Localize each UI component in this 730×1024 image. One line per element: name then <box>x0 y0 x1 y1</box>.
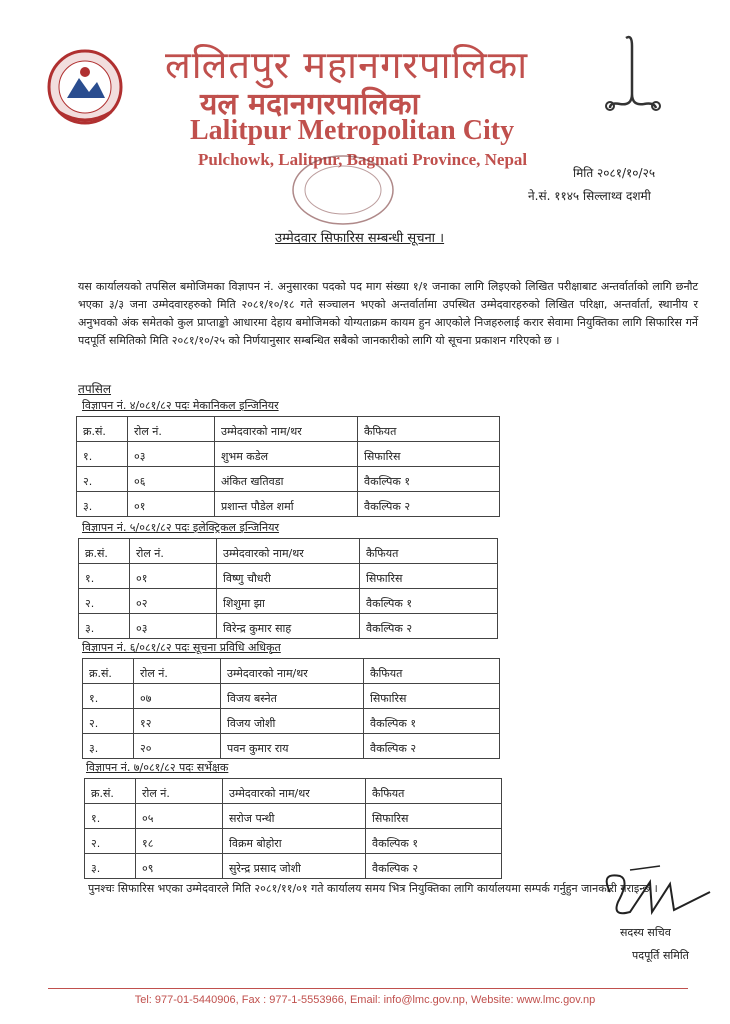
cell-sn: ३. <box>79 614 130 639</box>
nepal-sambat-date: ने.सं. ११४५ सिल्लाथ्व दशमी <box>528 189 651 203</box>
cell-name: शिशुमा झा <box>217 589 360 614</box>
cell-name: प्रशान्त पौडेल शर्मा <box>215 492 358 517</box>
footer-divider <box>48 988 688 989</box>
notice-body: यस कार्यालयको तपसिल बमोजिमका विज्ञापन नं. अनुसारका पदको पद माग संख्या १/१ जनाका लागि लिइएको लिखित परीक्षाबाट अन्तर्वार्ताको लागि छनौट भएका ३/३ जना उम्मेदवारहरुको मिति २०८१/१०/१८ गते सञ्चालन भएको अन्तर्वार्तामा उपस्थित उम्मेदवारहरुको लिखित परिक्षा, अन्तर्वार्ता, स्थानीय र अनुभवको अंक समेतको कुल प्राप्ताङ्को आधारमा देहाय बमोजिमको योग्यताक्रम कायम हुन आएकोले निजहरुलाई करार सेवामा नियुक्तिका लागि सिफारिस गर्ने पदपूर्ति समितिको मिति २०८१/१०/२५ को निर्णयानुसार सम्बन्धित सबैको जानकारीको लागि यो सूचना प्रकाशन गरिएको छ । <box>78 280 698 347</box>
cell-remarks: वैकल्पिक १ <box>358 467 500 492</box>
cell-remarks: वैकल्पिक १ <box>364 709 500 734</box>
cell-sn: ३. <box>83 734 134 759</box>
col-remarks: कैफियत <box>358 417 500 442</box>
ad-heading-1: विज्ञापन नं. ४/०८१/८२ पदः मेकानिकल इन्जिनियर <box>82 399 279 412</box>
org-title-english: Lalitpur Metropolitan City <box>190 115 515 146</box>
table-row <box>85 829 502 854</box>
document-date: मिति २०८१/१०/२५ <box>573 166 656 180</box>
ad-heading-2: विज्ञापन नं. ५/०८१/८२ पदः इलेक्ट्रिकल इन्जिनियर <box>82 521 280 534</box>
col-name: उम्मेदवारको नाम/थर <box>223 779 366 804</box>
cell-remarks: वैकल्पिक २ <box>358 492 500 517</box>
signatory-committee: पदपूर्ति समिति <box>632 949 689 962</box>
cell-sn: २. <box>77 467 128 492</box>
col-roll: रोल नं. <box>130 539 217 564</box>
cell-remarks: वैकल्पिक २ <box>366 854 502 879</box>
cell-name: विष्णु चौधरी <box>217 564 360 589</box>
col-name: उम्मेदवारको नाम/थर <box>217 539 360 564</box>
cell-sn: ३. <box>77 492 128 517</box>
table-row <box>77 467 500 492</box>
table-row <box>79 564 498 589</box>
org-title-newari: यल मदानगरपालिका <box>200 87 420 122</box>
cell-roll: ०३ <box>130 614 217 639</box>
cell-remarks: वैकल्पिक २ <box>364 734 500 759</box>
table-row <box>83 684 500 709</box>
cell-name: सरोज पन्थी <box>223 804 366 829</box>
tapsil-label: तपसिल <box>78 382 112 396</box>
org-address: Pulchowk, Lalitpur, Bagmati Province, Nepal <box>198 150 528 169</box>
cell-roll: ०२ <box>130 589 217 614</box>
cell-roll: ०३ <box>128 442 215 467</box>
col-name: उम्मेदवारको नाम/थर <box>221 659 364 684</box>
table-header-row <box>77 417 500 442</box>
ad-heading-3: विज्ञापन नं. ६/०८१/८२ पदः सूचना प्रविधि अधिकृत <box>82 641 281 654</box>
candidate-table-1 <box>76 416 500 517</box>
col-sn: क्र.सं. <box>83 659 134 684</box>
table-row <box>77 492 500 517</box>
cell-sn: २. <box>83 709 134 734</box>
newa-symbol-icon <box>598 34 668 114</box>
candidate-table-3 <box>82 658 500 759</box>
table-header-row <box>79 539 498 564</box>
col-roll: रोल नं. <box>128 417 215 442</box>
cell-name: पवन कुमार राय <box>221 734 364 759</box>
cell-sn: १. <box>85 804 136 829</box>
cell-sn: ३. <box>85 854 136 879</box>
col-remarks: कैफियत <box>360 539 498 564</box>
footnote-text: पुनश्चः सिफारिस भएका उम्मेदवारले मिति २०८१/११/०१ गते कार्यालय समय भित्र नियुक्तिका लागि कार्यालयमा सम्पर्क गर्नुहुन जानकारी गराइन्छ । <box>88 882 658 895</box>
emblem-logo <box>45 42 125 132</box>
table-row <box>77 442 500 467</box>
cell-remarks: सिफारिस <box>364 684 500 709</box>
col-roll: रोल नं. <box>136 779 223 804</box>
cell-roll: ०५ <box>136 804 223 829</box>
signatory-title: सदस्य सचिव <box>620 926 671 939</box>
cell-name: विजय बस्नेत <box>221 684 364 709</box>
org-title-nepali: ललितपुर महानगरपालिका <box>165 43 529 87</box>
cell-roll: ०१ <box>128 492 215 517</box>
footer-contact: Tel: 977-01-5440906, Fax : 977-1-5553966, Email: info@lmc.gov.np, Website: www.lmc.gov.np <box>134 994 596 1006</box>
cell-remarks: वैकल्पिक १ <box>366 829 502 854</box>
candidate-table-4 <box>84 778 502 879</box>
cell-roll: २० <box>134 734 221 759</box>
col-sn: क्र.सं. <box>85 779 136 804</box>
cell-remarks: सिफारिस <box>358 442 500 467</box>
cell-name: अंकित खतिवडा <box>215 467 358 492</box>
table-header-row <box>83 659 500 684</box>
cell-remarks: वैकल्पिक १ <box>360 589 498 614</box>
cell-remarks: वैकल्पिक २ <box>360 614 498 639</box>
col-name: उम्मेदवारको नाम/थर <box>215 417 358 442</box>
cell-name: सुरेन्द्र प्रसाद जोशी <box>223 854 366 879</box>
handwritten-signature <box>590 862 720 932</box>
cell-roll: ०९ <box>136 854 223 879</box>
cell-name: शुभम कडेल <box>215 442 358 467</box>
col-roll: रोल नं. <box>134 659 221 684</box>
cell-roll: ०६ <box>128 467 215 492</box>
cell-sn: १. <box>79 564 130 589</box>
table-row <box>85 804 502 829</box>
table-header-row <box>85 779 502 804</box>
table-row <box>85 854 502 879</box>
cell-remarks: सिफारिस <box>366 804 502 829</box>
table-row <box>83 709 500 734</box>
cell-roll: १२ <box>134 709 221 734</box>
col-remarks: कैफियत <box>366 779 502 804</box>
cell-sn: १. <box>77 442 128 467</box>
candidate-table-2 <box>78 538 498 639</box>
cell-name: विरेन्द्र कुमार साह <box>217 614 360 639</box>
cell-sn: १. <box>83 684 134 709</box>
cell-remarks: सिफारिस <box>360 564 498 589</box>
table-row <box>79 614 498 639</box>
notice-subject: उम्मेदवार सिफारिस सम्बन्धी सूचना । <box>275 231 445 246</box>
cell-roll: १८ <box>136 829 223 854</box>
cell-name: विजय जोशी <box>221 709 364 734</box>
ad-heading-4: विज्ञापन नं. ७/०८१/८२ पदः सर्भेक्षक <box>86 761 229 774</box>
office-stamp <box>288 150 398 230</box>
table-row <box>83 734 500 759</box>
cell-sn: २. <box>79 589 130 614</box>
cell-roll: ०१ <box>130 564 217 589</box>
cell-name: विक्रम बोहोरा <box>223 829 366 854</box>
cell-sn: २. <box>85 829 136 854</box>
col-remarks: कैफियत <box>364 659 500 684</box>
col-sn: क्र.सं. <box>79 539 130 564</box>
table-row <box>79 589 498 614</box>
cell-roll: ०७ <box>134 684 221 709</box>
col-sn: क्र.सं. <box>77 417 128 442</box>
